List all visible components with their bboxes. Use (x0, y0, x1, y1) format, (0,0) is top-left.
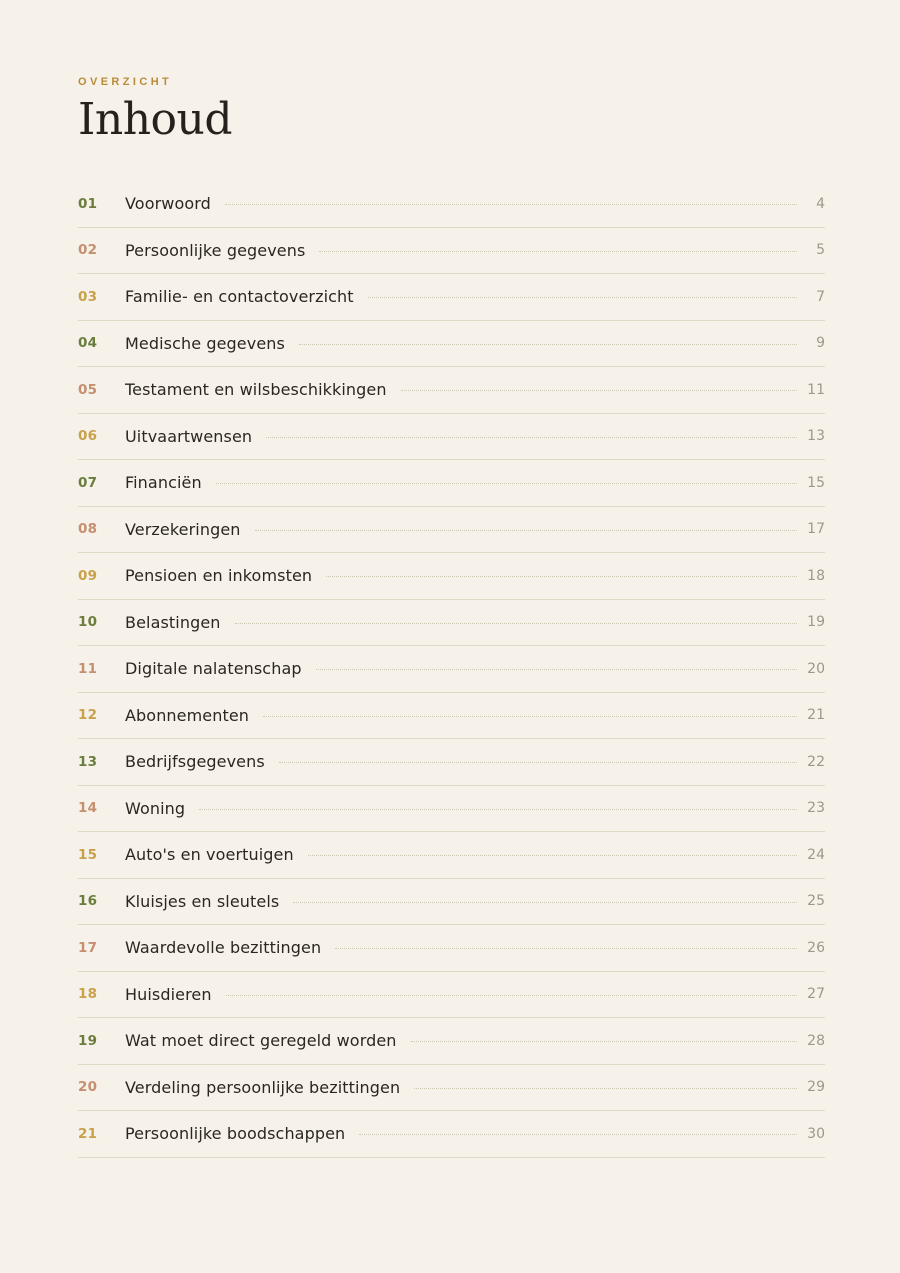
toc-title: Financiën (125, 473, 202, 493)
toc-page-number: 24 (807, 846, 825, 863)
toc-row[interactable] (78, 228, 825, 275)
toc-number: 14 (78, 800, 98, 817)
toc-title: Pensioen en inkomsten (125, 566, 313, 586)
dotted-leader (401, 390, 797, 391)
toc-page-number: 5 (816, 242, 825, 259)
dotted-leader (414, 1088, 797, 1089)
toc-title: Testament en wilsbeschikkingen (125, 380, 387, 400)
dotted-leader (299, 344, 797, 345)
toc-row[interactable] (78, 367, 825, 414)
dotted-leader (279, 762, 797, 763)
toc-number: 15 (78, 846, 98, 863)
dotted-leader (359, 1134, 797, 1135)
toc-title: Abonnementen (125, 705, 250, 725)
toc-page-number: 17 (807, 521, 825, 538)
dotted-leader (216, 483, 797, 484)
toc-page-number: 25 (807, 893, 825, 910)
dotted-leader (266, 437, 797, 438)
toc-row[interactable] (78, 972, 825, 1019)
dotted-leader (326, 576, 797, 577)
toc-page-number: 26 (807, 939, 825, 956)
toc-page-number: 27 (807, 986, 825, 1003)
toc-row[interactable] (78, 832, 825, 879)
toc-row[interactable] (78, 181, 825, 228)
section-eyebrow: OVERZICHT (78, 76, 173, 88)
toc-title: Auto's en voertuigen (125, 845, 294, 865)
toc-row[interactable] (78, 507, 825, 554)
toc-page-number: 23 (807, 800, 825, 817)
dotted-leader (368, 297, 797, 298)
toc-page-number: 9 (816, 335, 825, 352)
toc-page-number: 30 (807, 1125, 825, 1142)
toc-number: 01 (78, 195, 98, 212)
toc-title: Belastingen (125, 612, 221, 632)
toc-title: Bedrijfsgegevens (125, 752, 265, 772)
dotted-leader (225, 204, 797, 205)
toc-row[interactable] (78, 646, 825, 693)
toc-title: Digitale nalatenschap (125, 659, 302, 679)
toc-number: 12 (78, 707, 98, 724)
dotted-leader (226, 995, 797, 996)
toc-title: Kluisjes en sleutels (125, 891, 280, 911)
toc-number: 10 (78, 614, 98, 631)
toc-number: 18 (78, 986, 98, 1003)
toc-row[interactable] (78, 1111, 825, 1158)
toc-number: 06 (78, 428, 98, 445)
toc-title: Verzekeringen (125, 519, 241, 539)
dotted-leader (199, 809, 797, 810)
toc-row[interactable] (78, 553, 825, 600)
toc-number: 13 (78, 753, 98, 770)
toc-row[interactable] (78, 693, 825, 740)
toc-row[interactable] (78, 600, 825, 647)
toc-number: 20 (78, 1079, 98, 1096)
toc-page-number: 7 (816, 288, 825, 305)
toc-page-number: 11 (807, 381, 825, 398)
toc-number: 04 (78, 335, 98, 352)
toc-page-number: 20 (807, 660, 825, 677)
toc-page-number: 29 (807, 1079, 825, 1096)
toc-title: Uitvaartwensen (125, 426, 253, 446)
toc-page-number: 19 (807, 614, 825, 631)
toc-page-number: 28 (807, 1032, 825, 1049)
dotted-leader (235, 623, 797, 624)
toc-number: 08 (78, 521, 98, 538)
toc-row[interactable] (78, 321, 825, 368)
toc-title: Waardevolle bezittingen (125, 938, 322, 958)
toc-page-number: 22 (807, 753, 825, 770)
dotted-leader (335, 948, 797, 949)
table-of-contents (78, 181, 825, 1158)
toc-title: Medische gegevens (125, 333, 285, 353)
toc-row[interactable] (78, 460, 825, 507)
toc-title: Familie- en contactoverzicht (125, 287, 354, 307)
dotted-leader (411, 1041, 797, 1042)
toc-title: Wat moet direct geregeld worden (125, 1031, 397, 1051)
page-title: Inhoud (78, 94, 233, 145)
toc-title: Verdeling persoonlijke bezittingen (125, 1077, 401, 1097)
toc-number: 21 (78, 1125, 98, 1142)
toc-number: 02 (78, 242, 98, 259)
dotted-leader (308, 855, 797, 856)
toc-number: 03 (78, 288, 98, 305)
toc-number: 11 (78, 660, 98, 677)
toc-row[interactable] (78, 739, 825, 786)
toc-title: Woning (125, 798, 186, 818)
toc-number: 05 (78, 381, 98, 398)
toc-row[interactable] (78, 925, 825, 972)
dotted-leader (316, 669, 797, 670)
toc-row[interactable] (78, 786, 825, 833)
dotted-leader (319, 251, 797, 252)
toc-page-number: 21 (807, 707, 825, 724)
toc-row[interactable] (78, 879, 825, 926)
toc-page-number: 4 (816, 195, 825, 212)
toc-title: Voorwoord (125, 194, 211, 214)
toc-row[interactable] (78, 1018, 825, 1065)
toc-number: 07 (78, 474, 98, 491)
toc-row[interactable] (78, 1065, 825, 1112)
toc-number: 17 (78, 939, 98, 956)
toc-number: 19 (78, 1032, 98, 1049)
toc-row[interactable] (78, 414, 825, 461)
toc-title: Persoonlijke boodschappen (125, 1124, 346, 1144)
toc-title: Huisdieren (125, 984, 212, 1004)
dotted-leader (255, 530, 797, 531)
toc-number: 16 (78, 893, 98, 910)
dotted-leader (263, 716, 797, 717)
toc-title: Persoonlijke gegevens (125, 240, 306, 260)
toc-row[interactable] (78, 274, 825, 321)
dotted-leader (293, 902, 797, 903)
toc-page-number: 13 (807, 428, 825, 445)
toc-page-number: 15 (807, 474, 825, 491)
toc-page-number: 18 (807, 567, 825, 584)
toc-number: 09 (78, 567, 98, 584)
